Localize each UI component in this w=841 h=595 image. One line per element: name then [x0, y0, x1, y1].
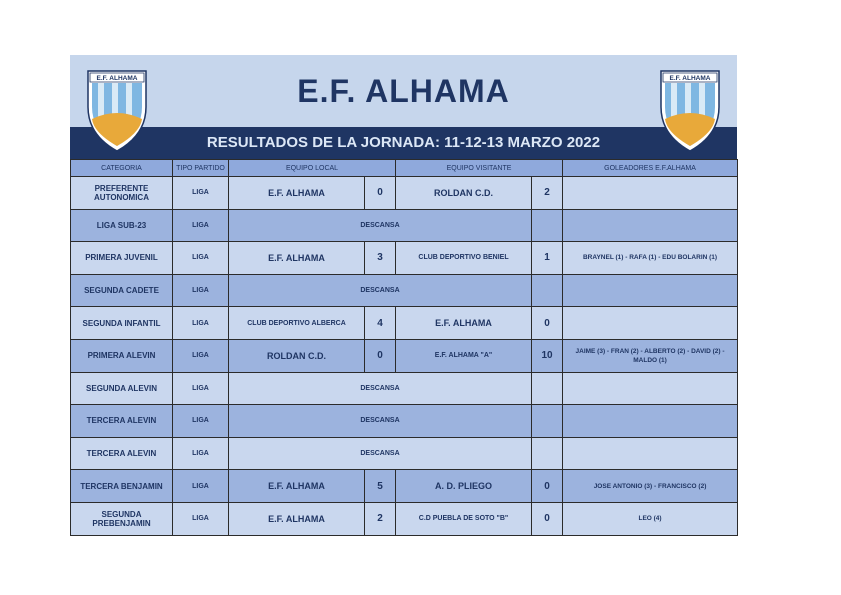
scorers-cell	[563, 177, 738, 210]
club-crest-left	[82, 67, 152, 153]
table-header-row	[71, 160, 738, 177]
table-row	[71, 242, 738, 275]
match-type-cell: LIGA	[173, 242, 229, 275]
results-table	[70, 159, 738, 536]
scorers-cell	[563, 209, 738, 242]
table-row	[71, 502, 738, 535]
rest-cell: DESCANSA	[229, 274, 532, 307]
category-cell: SEGUNDA ALEVIN	[71, 372, 173, 405]
header-tipo-partido: TIPO PARTIDO	[173, 160, 229, 177]
category-cell: SEGUNDA CADETE	[71, 274, 173, 307]
home-team-cell: E.F. ALHAMA	[229, 177, 365, 210]
club-crest-right	[655, 67, 725, 153]
match-type-cell: LIGA	[173, 209, 229, 242]
scorers-cell: LEO (4)	[563, 502, 738, 535]
crest-label-left: E.F. ALHAMA	[96, 75, 138, 82]
crest-label-right: E.F. ALHAMA	[669, 75, 711, 82]
away-score-cell: 10	[532, 339, 563, 372]
table-row	[71, 470, 738, 503]
scorers-cell: JAIME (3) - FRAN (2) - ALBERTO (2) - DAVID (2) - MALDO (1)	[563, 339, 738, 372]
category-cell: PREFERENTE AUTONOMICA	[71, 177, 173, 210]
match-type-cell: LIGA	[173, 177, 229, 210]
header-categoria: CATEGORIA	[71, 160, 173, 177]
home-score-cell: 4	[365, 307, 396, 340]
table-row	[71, 372, 738, 405]
table-row	[71, 405, 738, 438]
home-score-cell: 0	[365, 339, 396, 372]
match-type-cell: LIGA	[173, 339, 229, 372]
home-score-cell: 2	[365, 502, 396, 535]
match-type-cell: LIGA	[173, 274, 229, 307]
header-goleadores: GOLEADORES E.F.ALHAMA	[563, 160, 738, 177]
category-cell: SEGUNDA PREBENJAMIN	[71, 502, 173, 535]
away-score-cell: 1	[532, 242, 563, 275]
table-row	[71, 209, 738, 242]
table-row	[71, 339, 738, 372]
results-body	[71, 177, 738, 536]
table-row	[71, 274, 738, 307]
category-cell: LIGA SUB-23	[71, 209, 173, 242]
match-type-cell: LIGA	[173, 372, 229, 405]
away-score-cell	[532, 437, 563, 470]
home-team-cell: E.F. ALHAMA	[229, 502, 365, 535]
away-score-cell	[532, 274, 563, 307]
match-type-cell: LIGA	[173, 405, 229, 438]
away-team-cell: E.F. ALHAMA "A"	[396, 339, 532, 372]
away-team-cell: C.D PUEBLA DE SOTO "B"	[396, 502, 532, 535]
away-score-cell	[532, 209, 563, 242]
scorers-cell: BRAYNEL (1) - RAFA (1) - EDU BOLARIN (1)	[563, 242, 738, 275]
match-type-cell: LIGA	[173, 502, 229, 535]
rest-cell: DESCANSA	[229, 437, 532, 470]
away-score-cell	[532, 405, 563, 438]
category-cell: PRIMERA JUVENIL	[71, 242, 173, 275]
rest-cell: DESCANSA	[229, 405, 532, 438]
match-type-cell: LIGA	[173, 470, 229, 503]
scorers-cell	[563, 437, 738, 470]
title-banner	[70, 55, 737, 127]
category-cell: TERCERA BENJAMIN	[71, 470, 173, 503]
away-team-cell: E.F. ALHAMA	[396, 307, 532, 340]
scorers-cell	[563, 307, 738, 340]
away-score-cell	[532, 372, 563, 405]
away-score-cell: 2	[532, 177, 563, 210]
scorers-cell	[563, 372, 738, 405]
header-equipo-visitante: EQUIPO VISITANTE	[396, 160, 563, 177]
away-team-cell: CLUB DEPORTIVO BENIEL	[396, 242, 532, 275]
club-title: E.F. ALHAMA	[297, 73, 510, 109]
table-row	[71, 437, 738, 470]
category-cell: TERCERA ALEVIN	[71, 437, 173, 470]
rest-cell: DESCANSA	[229, 372, 532, 405]
results-sheet	[70, 55, 737, 536]
away-team-cell: ROLDAN C.D.	[396, 177, 532, 210]
home-score-cell: 0	[365, 177, 396, 210]
table-row	[71, 177, 738, 210]
category-cell: TERCERA ALEVIN	[71, 405, 173, 438]
rest-cell: DESCANSA	[229, 209, 532, 242]
table-row	[71, 307, 738, 340]
home-score-cell: 3	[365, 242, 396, 275]
away-score-cell: 0	[532, 307, 563, 340]
away-score-cell: 0	[532, 502, 563, 535]
header-equipo-local: EQUIPO LOCAL	[229, 160, 396, 177]
home-team-cell: E.F. ALHAMA	[229, 242, 365, 275]
jornada-subtitle: RESULTADOS DE LA JORNADA: 11-12-13 MARZO 2022	[70, 127, 737, 159]
scorers-cell: JOSE ANTONIO (3) - FRANCISCO (2)	[563, 470, 738, 503]
category-cell: SEGUNDA INFANTIL	[71, 307, 173, 340]
away-team-cell: A. D. PLIEGO	[396, 470, 532, 503]
away-score-cell: 0	[532, 470, 563, 503]
home-score-cell: 5	[365, 470, 396, 503]
home-team-cell: E.F. ALHAMA	[229, 470, 365, 503]
match-type-cell: LIGA	[173, 437, 229, 470]
scorers-cell	[563, 274, 738, 307]
match-type-cell: LIGA	[173, 307, 229, 340]
home-team-cell: ROLDAN C.D.	[229, 339, 365, 372]
scorers-cell	[563, 405, 738, 438]
category-cell: PRIMERA ALEVIN	[71, 339, 173, 372]
home-team-cell: CLUB DEPORTIVO ALBERCA	[229, 307, 365, 340]
